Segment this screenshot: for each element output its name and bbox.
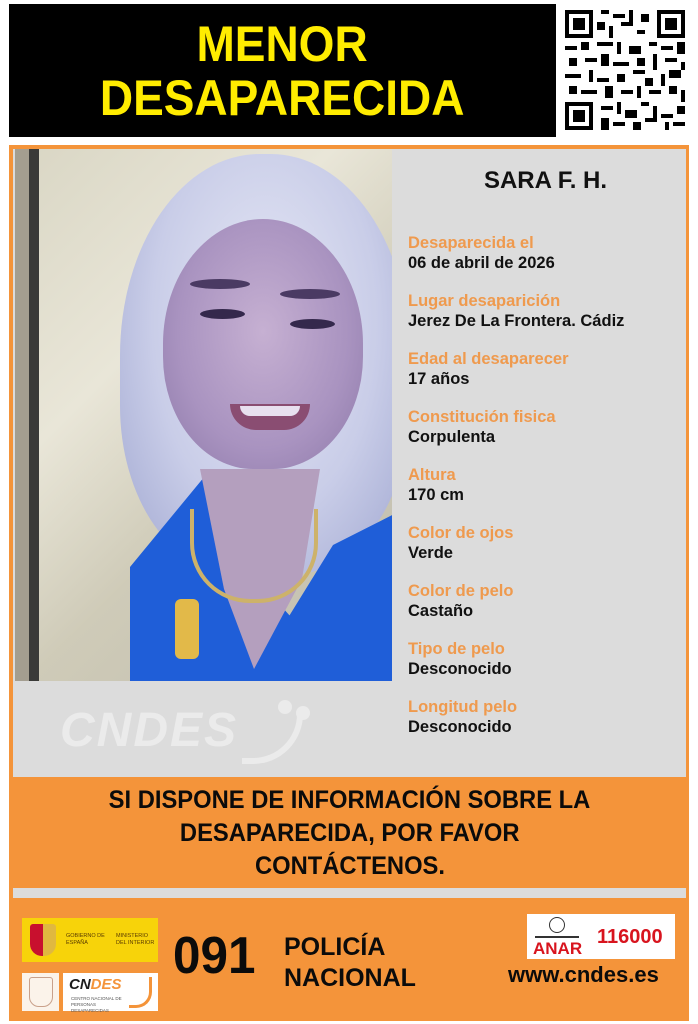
field-value: Desconocido	[408, 660, 512, 678]
field-label: Color de ojos	[408, 524, 514, 542]
cndes-figure-icon	[129, 977, 152, 1008]
website-link[interactable]: www.cndes.es	[508, 962, 659, 987]
field-height	[408, 465, 683, 505]
field-value: Castaño	[408, 602, 474, 620]
person-details	[408, 149, 683, 769]
police-name-line-2: NACIONAL	[284, 964, 416, 992]
field-age	[408, 349, 683, 389]
qr-code-icon[interactable]	[561, 6, 689, 134]
field-hair-type	[408, 639, 683, 679]
field-value: Jerez De La Frontera. Cádiz	[408, 312, 625, 330]
field-value: Corpulenta	[408, 428, 496, 446]
field-hair-color	[408, 581, 683, 621]
field-label: Edad al desaparecer	[408, 350, 569, 368]
watermark-text: CNDES	[60, 703, 239, 757]
field-value: 06 de abril de 2026	[408, 254, 555, 272]
cndes-brand-a: CN	[69, 976, 91, 993]
ministerio-label: MINISTERIO DEL INTERIOR	[116, 933, 155, 946]
field-eye-color	[408, 523, 683, 563]
anar-brand: ANAR	[533, 939, 583, 958]
cndes-figure-icon	[242, 700, 312, 760]
title-line-2: DESAPARECIDA	[100, 69, 465, 126]
gobierno-espana-logo	[22, 918, 158, 962]
field-value: Verde	[408, 544, 453, 562]
gobierno-label: GOBIERNO DE ESPAÑA	[66, 933, 105, 946]
missing-person-photo	[15, 149, 392, 681]
field-label: Lugar desaparición	[408, 292, 561, 310]
field-label: Altura	[408, 466, 456, 484]
field-label: Constitución fisica	[408, 408, 556, 426]
title-line-1: MENOR	[196, 15, 369, 72]
person-name: SARA F. H.	[483, 167, 608, 194]
field-missing-date	[408, 233, 683, 273]
royal-seal-logo	[22, 973, 59, 1011]
cndes-watermark	[60, 695, 360, 765]
field-missing-place	[408, 291, 683, 331]
smiley-icon	[549, 917, 565, 933]
field-build	[408, 407, 683, 447]
message-line-2: DESAPARECIDA, POR FAVOR	[179, 818, 520, 847]
field-label: Longitud pelo	[408, 698, 518, 716]
cndes-logo	[63, 973, 158, 1011]
message-line-3: CONTÁCTENOS.	[254, 851, 445, 880]
cndes-brand-b: DES	[90, 976, 122, 993]
message-line-1: SI DISPONE DE INFORMACIÓN SOBRE LA	[108, 785, 591, 814]
field-value: Desconocido	[408, 718, 512, 736]
police-name-line-1: POLICÍA	[284, 933, 386, 961]
field-label: Tipo de pelo	[408, 640, 505, 658]
police-phone-number[interactable]: 091	[173, 927, 256, 985]
field-hair-length	[408, 697, 683, 737]
divider	[13, 888, 686, 898]
coat-of-arms-icon	[30, 924, 56, 956]
crest-icon	[29, 977, 53, 1007]
field-value: 170 cm	[408, 486, 464, 504]
contact-message	[13, 779, 686, 887]
anar-phone-number[interactable]: 116000	[597, 926, 663, 948]
field-value: 17 años	[408, 370, 470, 388]
title-banner	[9, 4, 556, 137]
anar-logo	[527, 914, 675, 959]
field-label: Color de pelo	[408, 582, 514, 600]
cndes-subtitle: CENTRO NACIONAL DE PERSONAS DESAPARECIDAS	[71, 996, 122, 1013]
police-name	[284, 932, 416, 994]
field-label: Desaparecida el	[408, 234, 534, 252]
